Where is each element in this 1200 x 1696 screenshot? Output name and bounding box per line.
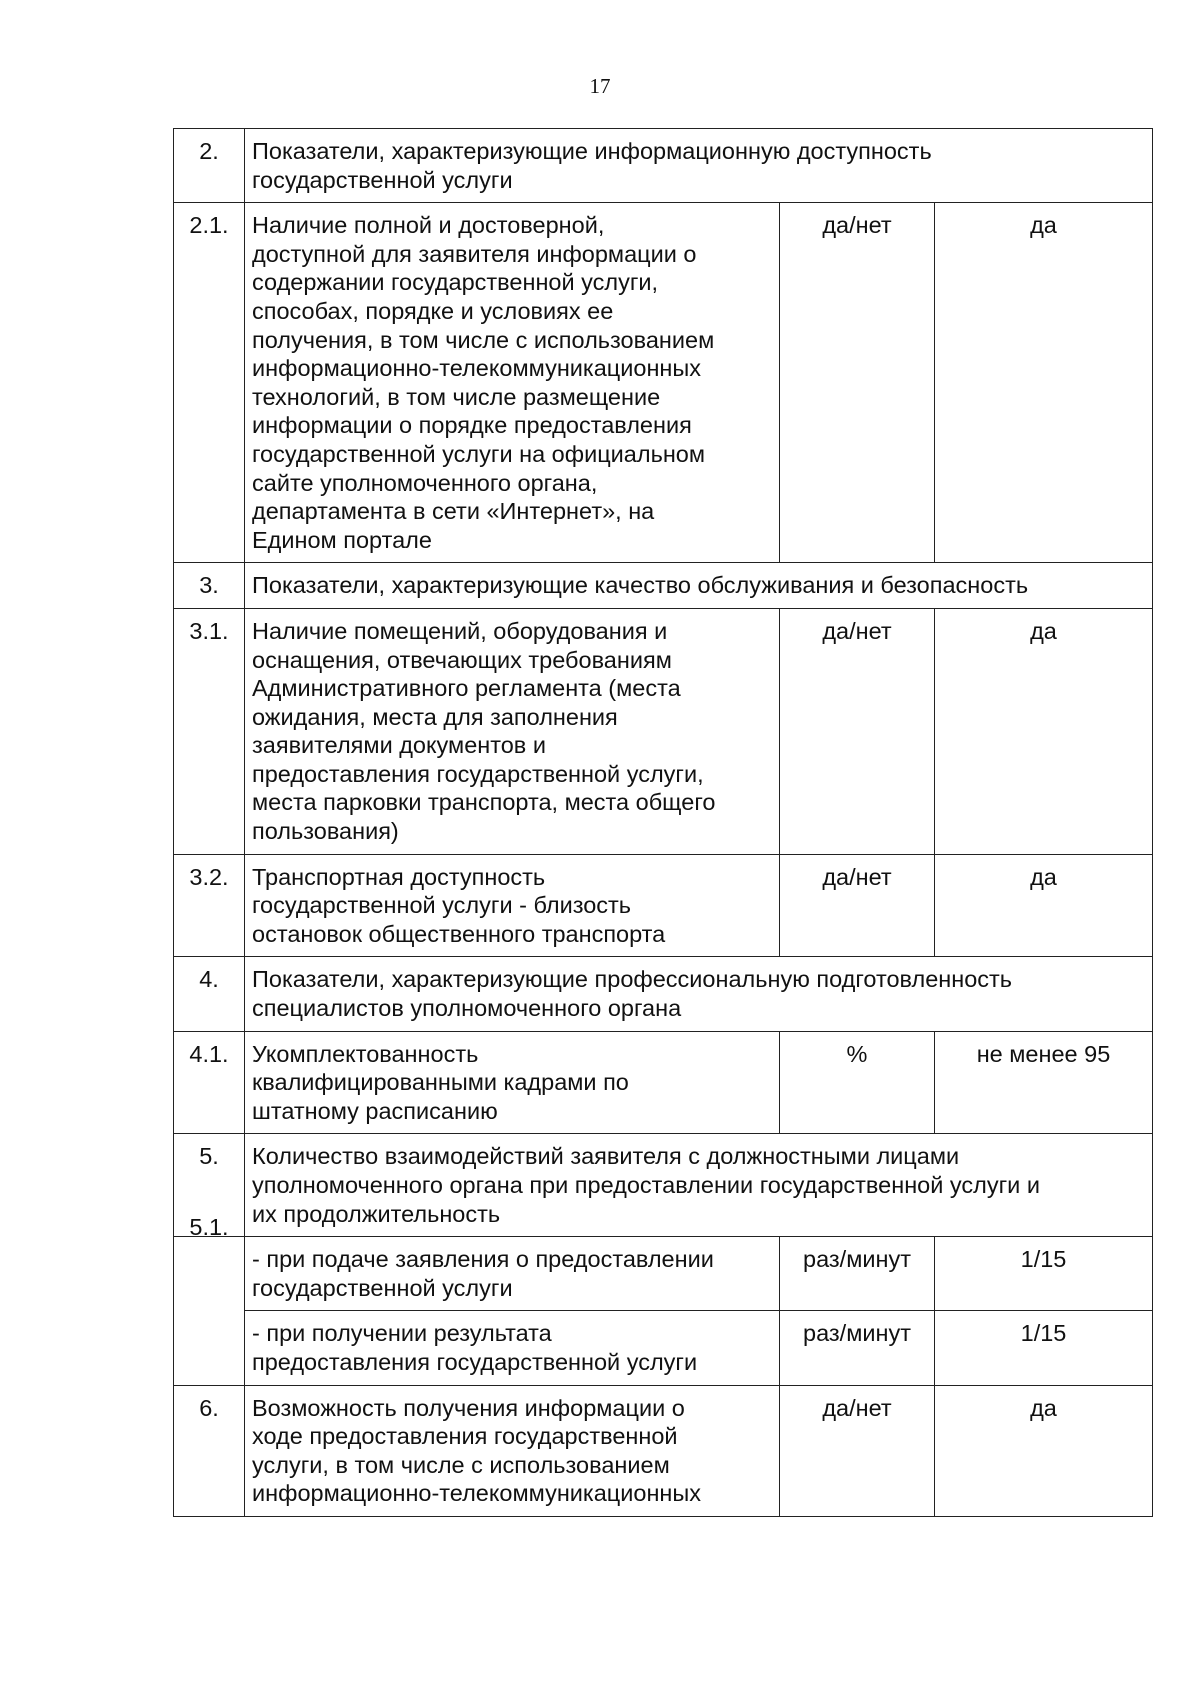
row-number: 3.	[174, 563, 245, 609]
indicator-unit: да/нет	[780, 854, 935, 957]
indicator-value: да	[935, 854, 1153, 957]
section-title: Показатели, характеризующие информационную доступность государственной услуги	[245, 129, 1153, 203]
section-title: Количество взаимодействий заявителя с должностными лицами уполномоченного органа при предоставлении государственной услуги и их продолжительность	[245, 1134, 1153, 1237]
row-number: 3.2.	[174, 854, 245, 957]
indicator-value: 1/15	[935, 1311, 1153, 1385]
table-row-3-2	[174, 854, 1153, 957]
section-title: Показатели, характеризующие качество обслуживания и безопасность	[245, 563, 1153, 609]
section-row-2	[174, 129, 1153, 203]
indicator-name: - при подаче заявления о предоставлении государственной услуги	[245, 1237, 780, 1311]
indicator-value: да	[935, 1385, 1153, 1516]
section-row-4	[174, 957, 1153, 1031]
row-number: 3.1.	[174, 608, 245, 854]
page-number: 17	[589, 74, 611, 98]
indicator-name: Транспортная доступность государственной услуги - близость остановок общественного транспорта	[245, 854, 780, 957]
indicator-unit: да/нет	[780, 203, 935, 563]
section-title: Показатели, характеризующие профессиональную подготовленность специалистов уполномоченного органа	[245, 957, 1153, 1031]
table-row-5-1a	[174, 1237, 1153, 1311]
indicator-value: да	[935, 608, 1153, 854]
indicator-value: не менее 95	[935, 1031, 1153, 1134]
row-number: 5.	[174, 1134, 245, 1237]
table-row-4-1	[174, 1031, 1153, 1134]
section-row-5	[174, 1134, 1153, 1237]
row-number: 4.1.	[174, 1031, 245, 1134]
section-row-3	[174, 563, 1153, 609]
indicator-value: да	[935, 203, 1153, 563]
row-number	[174, 1214, 245, 1385]
row-number: 6.	[174, 1385, 245, 1516]
table-row-6	[174, 1385, 1153, 1516]
indicator-unit: раз/минут	[780, 1237, 935, 1311]
indicator-unit: раз/минут	[780, 1311, 935, 1385]
table-row-2-1	[174, 203, 1153, 563]
row-number: 4.	[174, 957, 245, 1031]
row-number-label: 5.1.	[189, 1214, 229, 1241]
table-row-3-1	[174, 608, 1153, 854]
indicator-value: 1/15	[935, 1237, 1153, 1311]
indicators-table	[173, 128, 1153, 1517]
row-number: 2.	[174, 129, 245, 203]
table-row-5-1b	[174, 1311, 1153, 1385]
indicator-name: Возможность получения информации о ходе предоставления государственной услуги, в том числе с использованием информационно-телекоммуникационных	[245, 1385, 780, 1516]
indicator-name: Укомплектованность квалифицированными кадрами по штатному расписанию	[245, 1031, 780, 1134]
indicator-unit: да/нет	[780, 1385, 935, 1516]
row-number: 2.1.	[174, 203, 245, 563]
indicator-name: - при получении результата предоставления государственной услуги	[245, 1311, 780, 1385]
indicator-unit: %	[780, 1031, 935, 1134]
indicator-name: Наличие помещений, оборудования и оснащения, отвечающих требованиям Административного регламента (места ожидания, места для заполнения заявителями документов и предоставления государственной услуги, места парковки транспорта, места общего пользования)	[245, 608, 780, 854]
indicator-name: Наличие полной и достоверной, доступной для заявителя информации о содержании государственной услуги, способах, порядке и условиях ее получения, в том числе с использованием информационно-телекоммуникационных технологий, в том числе размещение информации о порядке предоставления государственной услуги на официальном сайте уполномоченного органа, департамента в сети «Интернет», на Едином портале	[245, 203, 780, 563]
indicator-unit: да/нет	[780, 608, 935, 854]
